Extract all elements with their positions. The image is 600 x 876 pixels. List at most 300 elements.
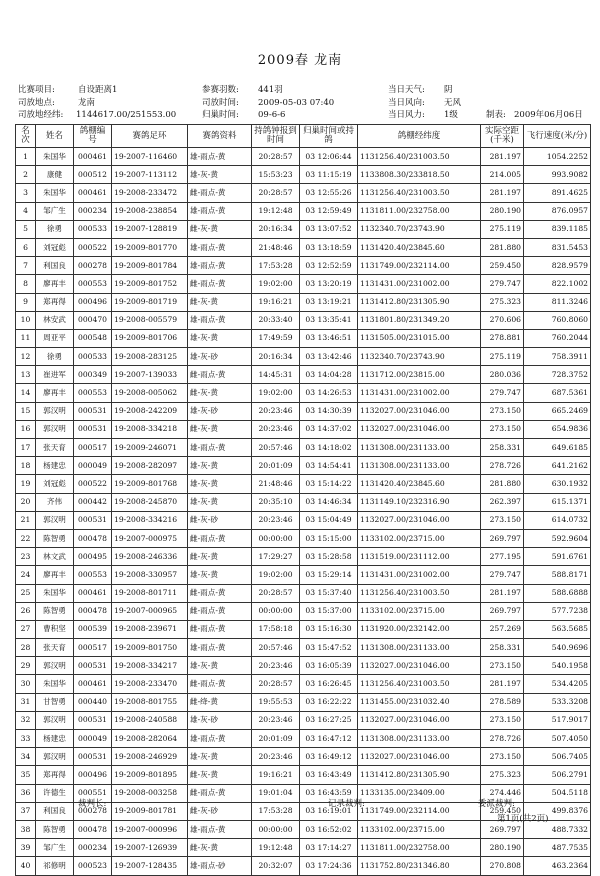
table-row [16, 566, 591, 584]
coords-cell: 1133102.00/23715.00 [358, 529, 481, 547]
table-row [16, 675, 591, 693]
footer-signatures [18, 797, 588, 809]
table-row [16, 275, 591, 293]
ring-cell: 19-2007-113112 [112, 166, 188, 184]
meta-label: 归巢时间: [202, 110, 239, 121]
name-cell: 张天育 [36, 639, 74, 657]
clock-cell: 20:33:40 [252, 311, 300, 329]
name-cell: 利国良 [36, 257, 74, 275]
coords-cell: 1131420.40/23845.60 [358, 238, 481, 256]
coords-cell: 1131431.00/231002.00 [358, 384, 481, 402]
page-number: 第1页(共2页) [497, 814, 549, 824]
distance-cell: 259.450 [481, 257, 524, 275]
arrival-cell: 03 17:24:36 [300, 857, 358, 875]
coords-cell: 1131811.00/232758.00 [358, 202, 481, 220]
ring-cell: 19-2008-282097 [112, 457, 188, 475]
name-cell: 郑再得 [36, 766, 74, 784]
speed-cell: 577.7238 [524, 602, 591, 620]
name-cell: 林安武 [36, 311, 74, 329]
info-cell: 雄-雨点-黄 [188, 439, 252, 457]
ring-cell: 19-2008-240588 [112, 711, 188, 729]
arrival-cell: 03 13:42:46 [300, 348, 358, 366]
ring-cell: 19-2008-239671 [112, 620, 188, 638]
rank-cell: 27 [16, 620, 36, 638]
race-meta [18, 84, 588, 122]
name-cell: 陈智勇 [36, 602, 74, 620]
clock-cell: 19:12:48 [252, 202, 300, 220]
clock-cell: 19:02:00 [252, 566, 300, 584]
distance-cell: 273.150 [481, 711, 524, 729]
info-cell: 雄-雨点-黄 [188, 730, 252, 748]
arrival-cell: 03 12:52:59 [300, 257, 358, 275]
coords-cell: 1131505.00/231015.00 [358, 329, 481, 347]
loft-id-cell: 000531 [74, 748, 112, 766]
table-header-row [16, 125, 591, 148]
distance-cell: 273.150 [481, 657, 524, 675]
distance-cell: 273.150 [481, 748, 524, 766]
info-cell: 雄-灰-黄 [188, 748, 252, 766]
arrival-cell: 03 15:04:49 [300, 511, 358, 529]
clock-cell: 20:28:57 [252, 675, 300, 693]
info-cell: 雄-雨点-砂 [188, 857, 252, 875]
speed-cell: 488.7332 [524, 820, 591, 838]
table-row [16, 257, 591, 275]
name-cell: 张天育 [36, 439, 74, 457]
distance-cell: 280.190 [481, 839, 524, 857]
table-row [16, 148, 591, 166]
name-cell: 刘冠彪 [36, 475, 74, 493]
arrival-cell: 03 16:43:49 [300, 766, 358, 784]
table-row [16, 839, 591, 857]
rank-cell: 1 [16, 148, 36, 166]
distance-cell: 273.150 [481, 420, 524, 438]
header-arrival-time: 归巢时间或持鸽 [300, 125, 358, 148]
meta-value: 龙南 [78, 97, 96, 108]
distance-cell: 278.589 [481, 693, 524, 711]
clock-cell: 17:53:28 [252, 802, 300, 820]
ring-cell: 19-2008-005579 [112, 311, 188, 329]
table-row [16, 348, 591, 366]
speed-cell: 507.4050 [524, 730, 591, 748]
clock-cell: 20:23:46 [252, 420, 300, 438]
meta-label: 制表: [486, 110, 506, 121]
meta-value: 自设距离1 [78, 85, 118, 95]
table-row [16, 548, 591, 566]
ring-cell: 19-2008-246336 [112, 548, 188, 566]
info-cell: 雄-灰-砂 [188, 402, 252, 420]
info-cell: 雌-灰-黄 [188, 766, 252, 784]
table-row [16, 748, 591, 766]
rank-cell: 33 [16, 730, 36, 748]
info-cell: 雄-雨点-黄 [188, 820, 252, 838]
coords-cell: 1131308.00/231133.00 [358, 457, 481, 475]
distance-cell: 281.197 [481, 148, 524, 166]
recorder-label: 记录裁判: [328, 799, 365, 809]
distance-cell: 275.119 [481, 348, 524, 366]
distance-cell: 281.197 [481, 184, 524, 202]
arrival-cell: 03 16:52:02 [300, 820, 358, 838]
loft-id-cell: 000531 [74, 511, 112, 529]
table-row [16, 711, 591, 729]
header-pigeon-info: 赛鸽资料 [188, 125, 252, 148]
speed-cell: 487.7535 [524, 839, 591, 857]
clock-cell: 20:01:09 [252, 730, 300, 748]
ring-cell: 19-2007-000996 [112, 820, 188, 838]
clock-cell: 19:01:04 [252, 784, 300, 802]
coords-cell: 1131308.00/231133.00 [358, 730, 481, 748]
name-cell: 刘冠彪 [36, 238, 74, 256]
clock-cell: 20:57:46 [252, 639, 300, 657]
distance-cell: 281.880 [481, 238, 524, 256]
speed-cell: 760.2044 [524, 329, 591, 347]
info-cell: 雌-雨点-黄 [188, 366, 252, 384]
speed-cell: 506.2791 [524, 766, 591, 784]
clock-cell: 20:23:46 [252, 711, 300, 729]
speed-cell: 533.3208 [524, 693, 591, 711]
coords-cell: 1132027.00/231046.00 [358, 420, 481, 438]
loft-id-cell: 000496 [74, 293, 112, 311]
loft-id-cell: 000533 [74, 348, 112, 366]
rank-cell: 16 [16, 420, 36, 438]
clock-cell: 20:16:34 [252, 348, 300, 366]
rank-cell: 34 [16, 748, 36, 766]
table-row [16, 238, 591, 256]
rank-cell: 15 [16, 402, 36, 420]
speed-cell: 463.2364 [524, 857, 591, 875]
delegate-label: 委派裁判: [478, 799, 515, 809]
name-cell: 康健 [36, 166, 74, 184]
arrival-cell: 03 12:06:44 [300, 148, 358, 166]
rank-cell: 8 [16, 275, 36, 293]
name-cell: 甘智勇 [36, 693, 74, 711]
name-cell: 廖再丰 [36, 384, 74, 402]
loft-id-cell: 000442 [74, 493, 112, 511]
clock-cell: 17:53:28 [252, 257, 300, 275]
distance-cell: 258.331 [481, 639, 524, 657]
speed-cell: 649.6185 [524, 439, 591, 457]
rank-cell: 29 [16, 657, 36, 675]
arrival-cell: 03 13:07:52 [300, 220, 358, 238]
rank-cell: 17 [16, 439, 36, 457]
distance-cell: 278.881 [481, 329, 524, 347]
arrival-cell: 03 14:26:53 [300, 384, 358, 402]
distance-cell: 275.323 [481, 293, 524, 311]
ring-cell: 19-2008-334216 [112, 511, 188, 529]
rank-cell: 36 [16, 784, 36, 802]
loft-id-cell: 000517 [74, 439, 112, 457]
name-cell: 杨建忠 [36, 457, 74, 475]
info-cell: 雌-灰-砂 [188, 802, 252, 820]
table-row [16, 511, 591, 529]
arrival-cell: 03 12:59:49 [300, 202, 358, 220]
clock-cell: 20:01:09 [252, 457, 300, 475]
coords-cell: 1131256.40/231003.50 [358, 584, 481, 602]
speed-cell: 758.3911 [524, 348, 591, 366]
loft-id-cell: 000461 [74, 675, 112, 693]
rank-cell: 39 [16, 839, 36, 857]
name-cell: 徐勇 [36, 348, 74, 366]
name-cell: 廖再丰 [36, 275, 74, 293]
speed-cell: 822.1002 [524, 275, 591, 293]
loft-id-cell: 000496 [74, 766, 112, 784]
info-cell: 雌-灰-黄 [188, 384, 252, 402]
distance-cell: 270.808 [481, 857, 524, 875]
header-ring: 赛鸽足环 [112, 125, 188, 148]
page-title: 2009春 龙南 [257, 53, 343, 68]
rank-cell: 18 [16, 457, 36, 475]
meta-label: 当日风向: [388, 97, 425, 108]
ring-cell: 19-2008-283125 [112, 348, 188, 366]
coords-cell: 1131752.80/231346.80 [358, 857, 481, 875]
table-row [16, 366, 591, 384]
clock-cell: 20:28:57 [252, 184, 300, 202]
name-cell: 林文武 [36, 548, 74, 566]
arrival-cell: 03 14:30:39 [300, 402, 358, 420]
speed-cell: 1054.2252 [524, 148, 591, 166]
coords-cell: 1132340.70/23743.90 [358, 220, 481, 238]
speed-cell: 563.5685 [524, 620, 591, 638]
clock-cell: 17:29:27 [252, 548, 300, 566]
info-cell: 雄-灰-黄 [188, 493, 252, 511]
name-cell: 朱国华 [36, 148, 74, 166]
coords-cell: 1131519.00/231112.00 [358, 548, 481, 566]
rank-cell: 37 [16, 802, 36, 820]
clock-cell: 19:02:00 [252, 275, 300, 293]
coords-cell: 1132027.00/231046.00 [358, 748, 481, 766]
distance-cell: 269.797 [481, 529, 524, 547]
meta-label: 当日风力: [388, 110, 425, 121]
distance-cell: 275.119 [481, 220, 524, 238]
clock-cell: 00:00:00 [252, 602, 300, 620]
clock-cell: 20:23:46 [252, 402, 300, 420]
clock-cell: 17:49:59 [252, 329, 300, 347]
meta-value: 2009-05-03 07:40 [258, 97, 335, 108]
clock-cell: 19:02:00 [252, 384, 300, 402]
name-cell: 郭汉明 [36, 402, 74, 420]
speed-cell: 839.1185 [524, 220, 591, 238]
distance-cell: 214.005 [481, 166, 524, 184]
clock-cell: 21:48:46 [252, 238, 300, 256]
info-cell: 雄-雨点-黄 [188, 238, 252, 256]
name-cell: 郑再得 [36, 293, 74, 311]
speed-cell: 592.9604 [524, 529, 591, 547]
coords-cell: 1131420.40/23845.60 [358, 475, 481, 493]
coords-cell: 1133135.00/23409.00 [358, 784, 481, 802]
distance-cell: 273.150 [481, 402, 524, 420]
ring-cell: 19-2008-245870 [112, 493, 188, 511]
ring-cell: 19-2008-233470 [112, 675, 188, 693]
rank-cell: 11 [16, 329, 36, 347]
arrival-cell: 03 16:43:59 [300, 784, 358, 802]
table-row [16, 402, 591, 420]
rank-cell: 20 [16, 493, 36, 511]
loft-id-cell: 000522 [74, 475, 112, 493]
ring-cell: 19-2008-334217 [112, 657, 188, 675]
rank-cell: 2 [16, 166, 36, 184]
name-cell: 杨建忠 [36, 730, 74, 748]
coords-cell: 1131801.80/231349.20 [358, 311, 481, 329]
loft-id-cell: 000551 [74, 784, 112, 802]
table-row [16, 602, 591, 620]
distance-cell: 274.446 [481, 784, 524, 802]
coords-cell: 1131256.40/231003.50 [358, 675, 481, 693]
speed-cell: 540.9696 [524, 639, 591, 657]
arrival-cell: 03 17:14:27 [300, 839, 358, 857]
rank-cell: 21 [16, 511, 36, 529]
info-cell: 雌-雨点-黄 [188, 784, 252, 802]
name-cell: 崔进军 [36, 366, 74, 384]
coords-cell: 1131712.00/23815.00 [358, 366, 481, 384]
coords-cell: 1132027.00/231046.00 [358, 511, 481, 529]
coords-cell: 1132027.00/231046.00 [358, 711, 481, 729]
clock-cell: 00:00:00 [252, 529, 300, 547]
arrival-cell: 03 16:22:22 [300, 693, 358, 711]
loft-id-cell: 000522 [74, 238, 112, 256]
meta-value: 2009年06月06日 [514, 110, 583, 121]
coords-cell: 1131308.00/231133.00 [358, 439, 481, 457]
table-row [16, 439, 591, 457]
clock-cell: 17:58:18 [252, 620, 300, 638]
loft-id-cell: 000049 [74, 457, 112, 475]
info-cell: 雌-雨点-黄 [188, 184, 252, 202]
name-cell: 朱国华 [36, 584, 74, 602]
ring-cell: 19-2008-801755 [112, 693, 188, 711]
coords-cell: 1131412.80/231305.90 [358, 293, 481, 311]
clock-cell: 19:16:21 [252, 766, 300, 784]
arrival-cell: 03 16:19:01 [300, 802, 358, 820]
info-cell: 雄-灰-黄 [188, 166, 252, 184]
name-cell: 曹积坚 [36, 620, 74, 638]
ring-cell: 19-2007-128819 [112, 220, 188, 238]
distance-cell: 279.747 [481, 275, 524, 293]
arrival-cell: 03 14:04:28 [300, 366, 358, 384]
name-cell: 郭汉明 [36, 711, 74, 729]
coords-cell: 1131749.00/232114.00 [358, 802, 481, 820]
meta-value: 1级 [444, 110, 458, 121]
table-row [16, 311, 591, 329]
distance-cell: 281.197 [481, 584, 524, 602]
arrival-cell: 03 15:14:22 [300, 475, 358, 493]
arrival-cell: 03 16:26:45 [300, 675, 358, 693]
rank-cell: 40 [16, 857, 36, 875]
name-cell: 郭汉明 [36, 511, 74, 529]
ring-cell: 19-2008-334218 [112, 420, 188, 438]
clock-cell: 20:23:46 [252, 748, 300, 766]
loft-id-cell: 000440 [74, 693, 112, 711]
speed-cell: 591.6761 [524, 548, 591, 566]
table-row [16, 857, 591, 875]
name-cell: 周亚平 [36, 329, 74, 347]
arrival-cell: 03 13:18:59 [300, 238, 358, 256]
ring-cell: 19-2008-233472 [112, 184, 188, 202]
loft-id-cell: 000478 [74, 820, 112, 838]
ring-cell: 19-2007-116460 [112, 148, 188, 166]
table-row [16, 329, 591, 347]
speed-cell: 728.3752 [524, 366, 591, 384]
clock-cell: 20:32:07 [252, 857, 300, 875]
coords-cell: 1131256.40/231003.50 [358, 184, 481, 202]
arrival-cell: 03 15:28:58 [300, 548, 358, 566]
speed-cell: 504.5118 [524, 784, 591, 802]
table-row [16, 184, 591, 202]
rank-cell: 6 [16, 238, 36, 256]
distance-cell: 281.197 [481, 675, 524, 693]
distance-cell: 269.797 [481, 820, 524, 838]
table-row [16, 202, 591, 220]
ring-cell: 19-2009-246071 [112, 439, 188, 457]
distance-cell: 279.747 [481, 384, 524, 402]
coords-cell: 1133102.00/23715.00 [358, 820, 481, 838]
speed-cell: 891.4625 [524, 184, 591, 202]
clock-cell: 21:48:46 [252, 475, 300, 493]
distance-cell: 278.726 [481, 730, 524, 748]
name-cell: 陈智勇 [36, 820, 74, 838]
meta-label: 当日天气: [388, 85, 425, 95]
name-cell: 陈智勇 [36, 529, 74, 547]
table-row [16, 766, 591, 784]
name-cell: 许德生 [36, 784, 74, 802]
loft-id-cell: 000531 [74, 402, 112, 420]
arrival-cell: 03 15:37:00 [300, 602, 358, 620]
arrival-cell: 03 11:15:19 [300, 166, 358, 184]
distance-cell: 278.726 [481, 457, 524, 475]
speed-cell: 630.1932 [524, 475, 591, 493]
clock-cell: 20:23:46 [252, 657, 300, 675]
rank-cell: 35 [16, 766, 36, 784]
clock-cell: 20:28:57 [252, 584, 300, 602]
loft-id-cell: 000553 [74, 275, 112, 293]
header-loft-id: 鸽棚编号 [74, 125, 112, 148]
meta-label: 比赛项目: [18, 85, 55, 95]
rank-cell: 4 [16, 202, 36, 220]
clock-cell: 20:35:10 [252, 493, 300, 511]
arrival-cell: 03 16:49:12 [300, 748, 358, 766]
ring-cell: 19-2009-801768 [112, 475, 188, 493]
arrival-cell: 03 15:15:00 [300, 529, 358, 547]
clock-cell: 19:12:48 [252, 839, 300, 857]
loft-id-cell: 000533 [74, 220, 112, 238]
info-cell: 雄-灰-砂 [188, 711, 252, 729]
arrival-cell: 03 15:47:52 [300, 639, 358, 657]
ring-cell: 19-2007-128435 [112, 857, 188, 875]
clock-cell: 20:57:46 [252, 439, 300, 457]
table-row [16, 730, 591, 748]
clock-cell: 19:55:53 [252, 693, 300, 711]
ring-cell: 19-2009-801752 [112, 275, 188, 293]
table-row [16, 620, 591, 638]
ring-cell: 19-2008-238854 [112, 202, 188, 220]
meta-label: 司放地点: [18, 97, 55, 108]
name-cell: 郭汉明 [36, 657, 74, 675]
distance-cell: 257.269 [481, 620, 524, 638]
info-cell: 雄-灰-黄 [188, 657, 252, 675]
arrival-cell: 03 13:19:21 [300, 293, 358, 311]
info-cell: 雌-雨点-黄 [188, 529, 252, 547]
name-cell: 邹广生 [36, 839, 74, 857]
coords-cell: 1131149.10/232316.90 [358, 493, 481, 511]
loft-id-cell: 000553 [74, 384, 112, 402]
speed-cell: 506.7405 [524, 748, 591, 766]
speed-cell: 828.9579 [524, 257, 591, 275]
loft-id-cell: 000234 [74, 202, 112, 220]
loft-id-cell: 000470 [74, 311, 112, 329]
ring-cell: 19-2008-246929 [112, 748, 188, 766]
speed-cell: 876.0957 [524, 202, 591, 220]
ring-cell: 19-2007-000965 [112, 602, 188, 620]
speed-cell: 540.1958 [524, 657, 591, 675]
distance-cell: 279.747 [481, 566, 524, 584]
speed-cell: 654.9836 [524, 420, 591, 438]
